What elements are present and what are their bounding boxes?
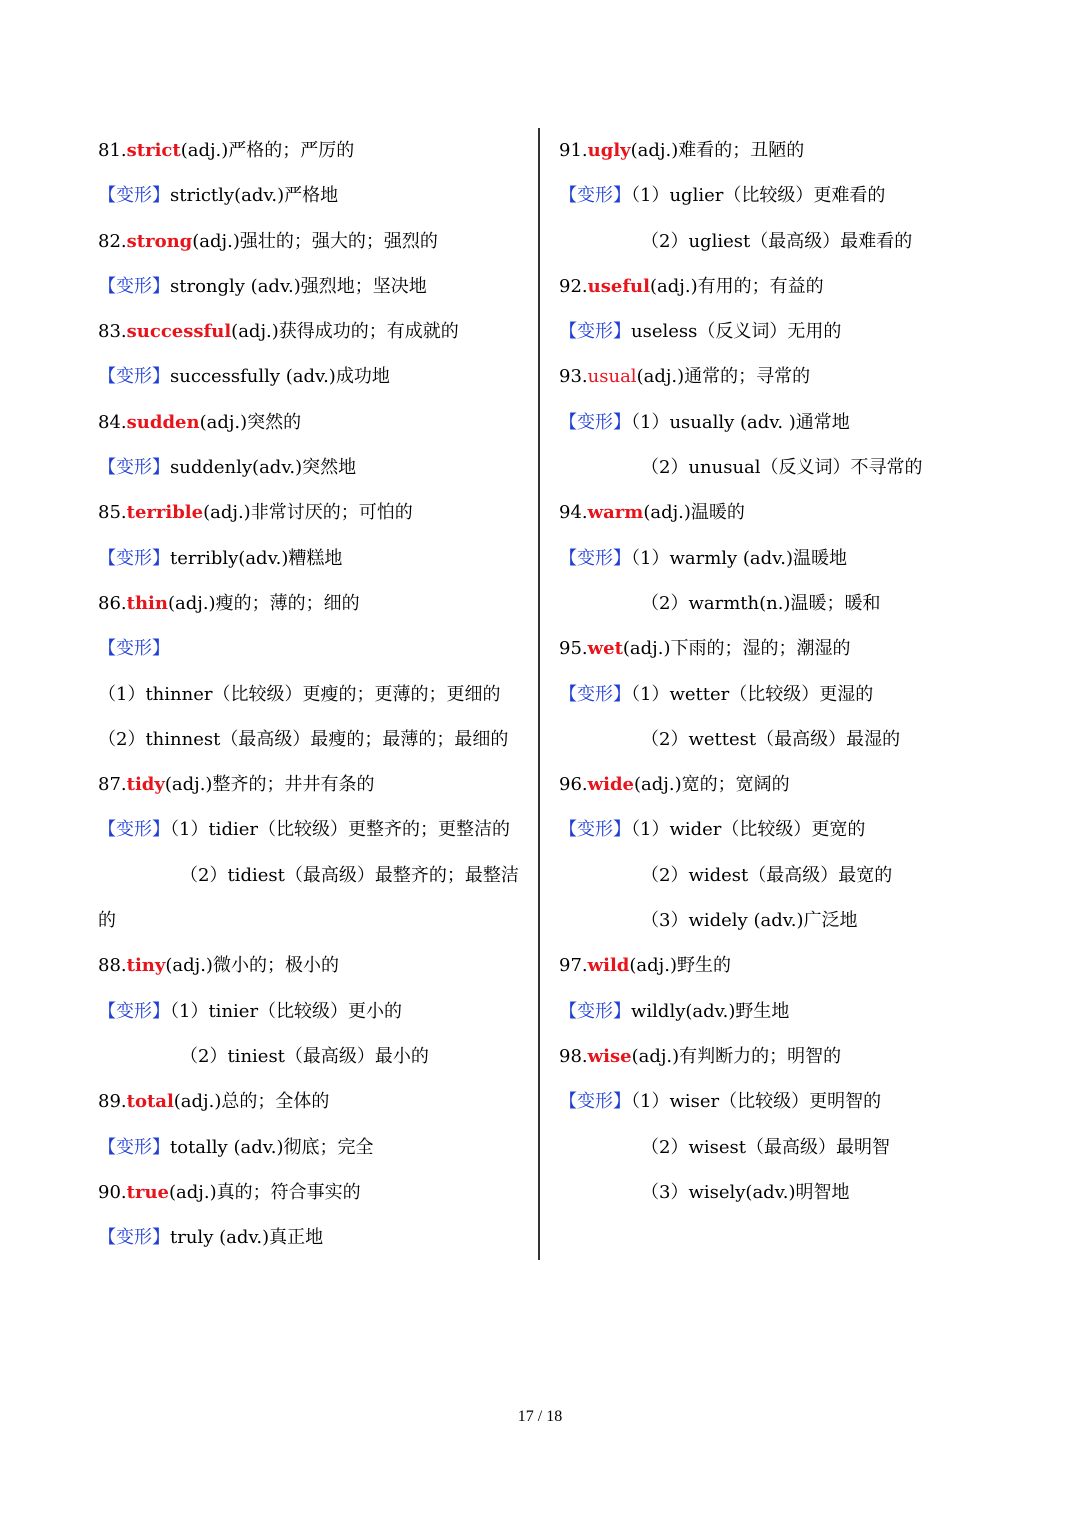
entry-95-forms: [559, 672, 999, 717]
definition: (adj.)瘦的；薄的；细的: [167, 592, 360, 614]
entry-83-headword: [98, 309, 526, 354]
variant-form: （1）warmly (adv.)温暖地: [631, 547, 847, 569]
entry-number: 97.: [559, 955, 588, 977]
variant-form: wildly(adv.)野生地: [631, 1000, 790, 1022]
entry-number: 91.: [559, 140, 588, 161]
variant-tag: 【变形】: [98, 819, 170, 841]
variant-form: （1）wiser（比较级）更明智的: [631, 1091, 882, 1113]
entry-87-headword: [98, 762, 526, 807]
entry-95-form-2: （2）wettest（最高级）最湿的: [641, 728, 901, 750]
headword: strict: [126, 140, 181, 161]
definition: (adj.)突然的: [199, 411, 302, 433]
variant-form: （1）usually (adv. )通常地: [631, 411, 850, 433]
variant-tag: 【变形】: [98, 185, 170, 207]
entry-number: 85.: [98, 502, 127, 524]
right-column: [559, 128, 999, 1215]
definition: (adj.)获得成功的；有成就的: [231, 321, 459, 343]
entry-82-forms: [98, 264, 526, 309]
entry-95-headword: [559, 626, 999, 671]
entry-93-form-2: （2）unusual（反义词）不寻常的: [641, 457, 923, 479]
entry-86-form-1: （1）thinner（比较级）更瘦的；更薄的；更细的: [98, 683, 501, 705]
variant-tag: 【变形】: [98, 457, 170, 479]
variant-tag: 【变形】: [559, 411, 631, 433]
entry-84-forms: [98, 445, 526, 490]
variant-tag: 【变形】: [98, 638, 170, 660]
headword: terrible: [126, 502, 204, 524]
headword: true: [126, 1181, 169, 1203]
variant-tag: 【变形】: [559, 547, 631, 569]
variant-tag: 【变形】: [98, 1227, 170, 1249]
variant-tag: 【变形】: [98, 366, 170, 388]
variant-tag: 【变形】: [98, 1136, 170, 1158]
entry-96-form-3: （3）widely (adv.)广泛地: [641, 910, 858, 932]
entry-88-forms: [98, 989, 526, 1034]
variant-form: （1）wider（比较级）更宽的: [631, 819, 866, 841]
variant-form: （1）uglier（比较级）更难看的: [631, 185, 886, 207]
definition: (adj.)整齐的；井井有条的: [164, 774, 375, 796]
entry-number: 88.: [98, 955, 127, 977]
headword: ugly: [587, 140, 631, 161]
definition: (adj.)通常的；寻常的: [636, 366, 811, 388]
entry-84-headword: [98, 400, 526, 445]
entry-96-forms: [559, 807, 999, 852]
entry-94-headword: [559, 490, 999, 535]
variant-tag: 【变形】: [559, 819, 631, 841]
entry-88-form-2: （2）tiniest（最高级）最小的: [180, 1045, 429, 1067]
variant-form: successfully (adv.)成功地: [170, 366, 390, 388]
entry-83-forms: [98, 354, 526, 399]
variant-tag: 【变形】: [98, 547, 170, 569]
entry-96-headword: [559, 762, 999, 807]
entry-81-forms: [98, 173, 526, 218]
entry-91-form-2: （2）ugliest（最高级）最难看的: [641, 230, 913, 252]
entry-number: 92.: [559, 275, 588, 297]
definition: (adj.)严格的；严厉的: [180, 140, 355, 161]
entry-93-forms: [559, 400, 999, 445]
entry-90-headword: [98, 1170, 526, 1215]
variant-form: （1）tidier（比较级）更整齐的；更整洁的: [170, 819, 510, 841]
entry-97-forms: [559, 989, 999, 1034]
headword: wild: [587, 955, 630, 977]
variant-tag: 【变形】: [559, 1000, 631, 1022]
variant-tag: 【变形】: [559, 185, 631, 207]
entry-98-form-2: （2）wisest（最高级）最明智: [641, 1136, 890, 1158]
entry-88-headword: [98, 943, 526, 988]
entry-number: 82.: [98, 230, 127, 252]
entry-91-forms: [559, 173, 999, 218]
entry-86-form-2: （2）thinnest（最高级）最瘦的；最薄的；最细的: [98, 728, 509, 750]
definition: (adj.)有判断力的；明智的: [631, 1045, 842, 1067]
variant-form: useless（反义词）无用的: [631, 321, 842, 343]
entry-91-headword: [559, 128, 999, 173]
entry-number: 94.: [559, 502, 588, 524]
entry-98-headword: [559, 1034, 999, 1079]
variant-form: truly (adv.)真正地: [170, 1227, 324, 1249]
entry-92-headword: [559, 264, 999, 309]
headword: wet: [587, 638, 623, 660]
headword: thin: [126, 592, 168, 614]
variant-form: totally (adv.)彻底；完全: [170, 1136, 374, 1158]
entry-87-forms: [98, 807, 526, 852]
entry-number: 96.: [559, 774, 588, 796]
headword: strong: [126, 230, 193, 252]
headword: wide: [587, 774, 635, 796]
definition: (adj.)非常讨厌的；可怕的: [203, 502, 413, 524]
definition: (adj.)有用的；有益的: [649, 275, 824, 297]
variant-form: strongly (adv.)强烈地；坚决地: [170, 275, 427, 297]
entry-94-form-2: （2）warmth(n.)温暖；暖和: [641, 592, 881, 614]
entry-number: 84.: [98, 411, 127, 433]
entry-92-forms: [559, 309, 999, 354]
entry-90-forms: [98, 1215, 526, 1260]
definition: (adj.)总的；全体的: [173, 1091, 330, 1113]
headword: warm: [587, 502, 644, 524]
variant-tag: 【变形】: [98, 1000, 170, 1022]
entry-number: 81.: [98, 140, 127, 161]
variant-tag: 【变形】: [559, 1091, 631, 1113]
page-number: 17 / 18: [517, 1408, 563, 1425]
headword: wise: [587, 1045, 632, 1067]
definition: (adj.)强壮的；强大的；强烈的: [192, 230, 438, 252]
variant-form: terribly(adv.)糟糕地: [170, 547, 343, 569]
headword: tiny: [126, 955, 166, 977]
variant-tag: 【变形】: [559, 683, 631, 705]
entry-number: 90.: [98, 1181, 127, 1203]
left-column: [98, 128, 526, 1260]
entry-number: 89.: [98, 1091, 127, 1113]
entry-96-form-2: （2）widest（最高级）最宽的: [641, 864, 893, 886]
entry-89-forms: [98, 1125, 526, 1170]
entry-87-form-2-wrap: 的: [98, 910, 116, 932]
entry-number: 93.: [559, 366, 588, 388]
entry-82-headword: [98, 219, 526, 264]
headword: total: [126, 1091, 174, 1113]
entry-number: 95.: [559, 638, 588, 660]
entry-81-headword: [98, 128, 526, 173]
entry-87-form-2: （2）tidiest（最高级）最整齐的；最整洁: [180, 864, 519, 886]
definition: (adj.)野生的: [629, 955, 732, 977]
variant-form: （1）wetter（比较级）更湿的: [631, 683, 874, 705]
entry-98-form-3: （3）wisely(adv.)明智地: [641, 1181, 850, 1203]
entry-85-headword: [98, 490, 526, 535]
definition: (adj.)宽的；宽阔的: [634, 774, 790, 796]
headword: sudden: [126, 411, 200, 433]
entry-93-headword: [559, 354, 999, 399]
entry-85-forms: [98, 536, 526, 581]
entry-number: 87.: [98, 774, 127, 796]
entry-number: 98.: [559, 1045, 588, 1067]
definition: (adj.)下雨的；湿的；潮湿的: [622, 638, 851, 660]
entry-number: 83.: [98, 321, 127, 343]
definition: (adj.)难看的；丑陋的: [630, 140, 805, 161]
column-divider: [538, 128, 540, 1260]
entry-number: 86.: [98, 592, 127, 614]
definition: (adj.)温暖的: [643, 502, 745, 524]
entry-97-headword: [559, 943, 999, 988]
headword: successful: [126, 321, 232, 343]
definition: (adj.)真的；符合事实的: [168, 1181, 361, 1203]
variant-form: suddenly(adv.)突然地: [170, 457, 357, 479]
definition: (adj.)微小的；极小的: [165, 955, 339, 977]
variant-form: （1）tinier（比较级）更小的: [170, 1000, 403, 1022]
entry-86-headword: [98, 581, 526, 626]
headword: useful: [587, 275, 650, 297]
entry-89-headword: [98, 1079, 526, 1124]
variant-form: strictly(adv.)严格地: [170, 185, 339, 207]
entry-98-forms: [559, 1079, 999, 1124]
headword: usual: [587, 366, 637, 388]
variant-tag: 【变形】: [559, 321, 631, 343]
variant-tag: 【变形】: [98, 275, 170, 297]
entry-94-forms: [559, 536, 999, 581]
headword: tidy: [126, 774, 165, 796]
entry-86-tag: [98, 626, 526, 671]
